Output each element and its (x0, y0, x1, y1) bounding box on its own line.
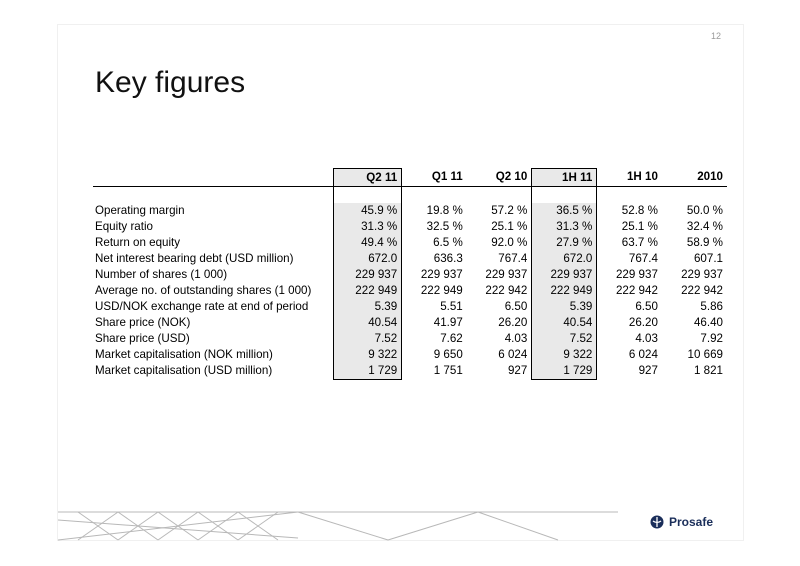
row-label: Return on equity (95, 236, 181, 249)
table-cell: 6.5 % (433, 236, 463, 249)
page-number: 12 (711, 31, 722, 41)
table-cell: 222 942 (615, 284, 658, 297)
table-cell: 767.4 (498, 252, 528, 265)
table-cell: 636.3 (433, 252, 463, 265)
table-cell: 4.03 (635, 332, 658, 345)
table-cell: 1 729 (532, 363, 597, 380)
table-cell: 222 949 (420, 284, 463, 297)
table-cell: 767.4 (628, 252, 658, 265)
table-cell: 5.51 (440, 300, 463, 313)
table-cell: 6 024 (628, 348, 658, 361)
table-cell: 57.2 % (491, 204, 528, 217)
table-header-row (93, 169, 727, 187)
key-figures-table (93, 168, 727, 380)
table-cell: 229 937 (532, 267, 597, 283)
table-cell: 45.9 % (334, 203, 402, 219)
prosafe-logo-icon (650, 515, 664, 529)
table-cell: 672.0 (334, 251, 402, 267)
row-label: Market capitalisation (USD million) (95, 364, 273, 378)
table-cell: 10 669 (687, 348, 723, 361)
row-label: Equity ratio (95, 220, 153, 233)
table-cell: 31.3 % (334, 219, 402, 235)
table-cell: 41.97 (433, 316, 463, 329)
table-cell: 1 821 (693, 364, 723, 378)
table-cell: 222 942 (681, 284, 723, 297)
table-cell: 6.50 (504, 300, 528, 313)
table-cell: 40.54 (334, 315, 402, 331)
table-cell: 92.0 % (491, 236, 528, 249)
table-cell: 229 937 (681, 268, 723, 281)
table-cell: 5.39 (532, 299, 597, 315)
row-label: Average no. of outstanding shares (1 000) (95, 284, 312, 297)
table-cell: 9 322 (532, 347, 597, 363)
table-cell: 26.20 (498, 316, 528, 329)
table-cell: 7.52 (532, 331, 597, 347)
table-cell: 27.9 % (532, 235, 597, 251)
table-cell: 222 949 (532, 283, 597, 299)
table-cell: 52.8 % (621, 204, 658, 217)
table-cell: 36.5 % (532, 203, 597, 219)
table-cell: 7.52 (334, 331, 402, 347)
logo-text: Prosafe (669, 515, 714, 529)
table-cell: 40.54 (532, 315, 597, 331)
table-cell: 222 949 (334, 283, 402, 299)
table-cell: 25.1 % (621, 220, 658, 233)
table-cell: 1 729 (334, 363, 402, 380)
table-cell: 672.0 (532, 251, 597, 267)
table-cell: 1 751 (433, 364, 463, 378)
row-label: Market capitalisation (NOK million) (95, 348, 273, 361)
table-cell: 49.4 % (334, 235, 402, 251)
table-row (93, 283, 727, 299)
row-label: Number of shares (1 000) (95, 268, 228, 281)
table-cell: 58.9 % (686, 236, 723, 249)
table-cell: 927 (638, 364, 658, 378)
column-header: Q2 10 (467, 169, 532, 187)
table-cell: 6.50 (635, 300, 658, 313)
row-label: Operating margin (95, 204, 185, 217)
table-row (93, 203, 727, 219)
table-cell: 50.0 % (686, 204, 723, 217)
table-row (93, 347, 727, 363)
table-cell: 25.1 % (491, 220, 528, 233)
row-label: Share price (USD) (95, 332, 190, 345)
table-row (93, 219, 727, 235)
column-header: 1H 11 (532, 169, 597, 187)
table-cell: 46.40 (693, 316, 723, 329)
row-label: USD/NOK exchange rate at end of period (95, 300, 309, 313)
table-cell: 607.1 (693, 252, 723, 265)
row-label: Net interest bearing debt (USD million) (95, 252, 294, 265)
table-row (93, 363, 727, 380)
table-body (93, 187, 727, 380)
table-header-blank (93, 169, 334, 187)
table-cell: 7.92 (700, 332, 723, 345)
table-cell: 229 937 (420, 268, 463, 281)
table-row (93, 267, 727, 283)
column-header: Q2 11 (334, 169, 402, 187)
row-label: Share price (NOK) (95, 316, 191, 329)
table-cell: 229 937 (485, 268, 528, 281)
footer-lattice-graphic (58, 510, 743, 542)
page-title: Key figures (95, 66, 246, 99)
table-cell: 5.86 (700, 300, 723, 313)
table-cell: 31.3 % (532, 219, 597, 235)
table-cell: 229 937 (334, 267, 402, 283)
table-cell: 26.20 (628, 316, 658, 329)
table-cell: 4.03 (504, 332, 528, 345)
table-cell: 7.62 (440, 332, 463, 345)
column-header: 2010 (662, 169, 727, 187)
table-row (93, 251, 727, 267)
table-cell: 63.7 % (621, 236, 658, 249)
table-cell: 32.5 % (426, 220, 463, 233)
spacer-row (93, 187, 727, 204)
table-cell: 32.4 % (686, 220, 723, 233)
table-cell: 927 (507, 364, 528, 378)
table-cell: 19.8 % (426, 204, 463, 217)
table-cell: 6 024 (498, 348, 528, 361)
table-cell: 9 322 (334, 347, 402, 363)
table-cell: 222 942 (485, 284, 528, 297)
table-row (93, 315, 727, 331)
table-cell: 9 650 (433, 348, 463, 361)
table-cell: 229 937 (615, 268, 658, 281)
table-row (93, 299, 727, 315)
column-header: 1H 10 (597, 169, 662, 187)
prosafe-logo (650, 515, 713, 529)
table-row (93, 235, 727, 251)
column-header: Q1 11 (402, 169, 467, 187)
table-cell: 5.39 (334, 299, 402, 315)
table-row (93, 331, 727, 347)
